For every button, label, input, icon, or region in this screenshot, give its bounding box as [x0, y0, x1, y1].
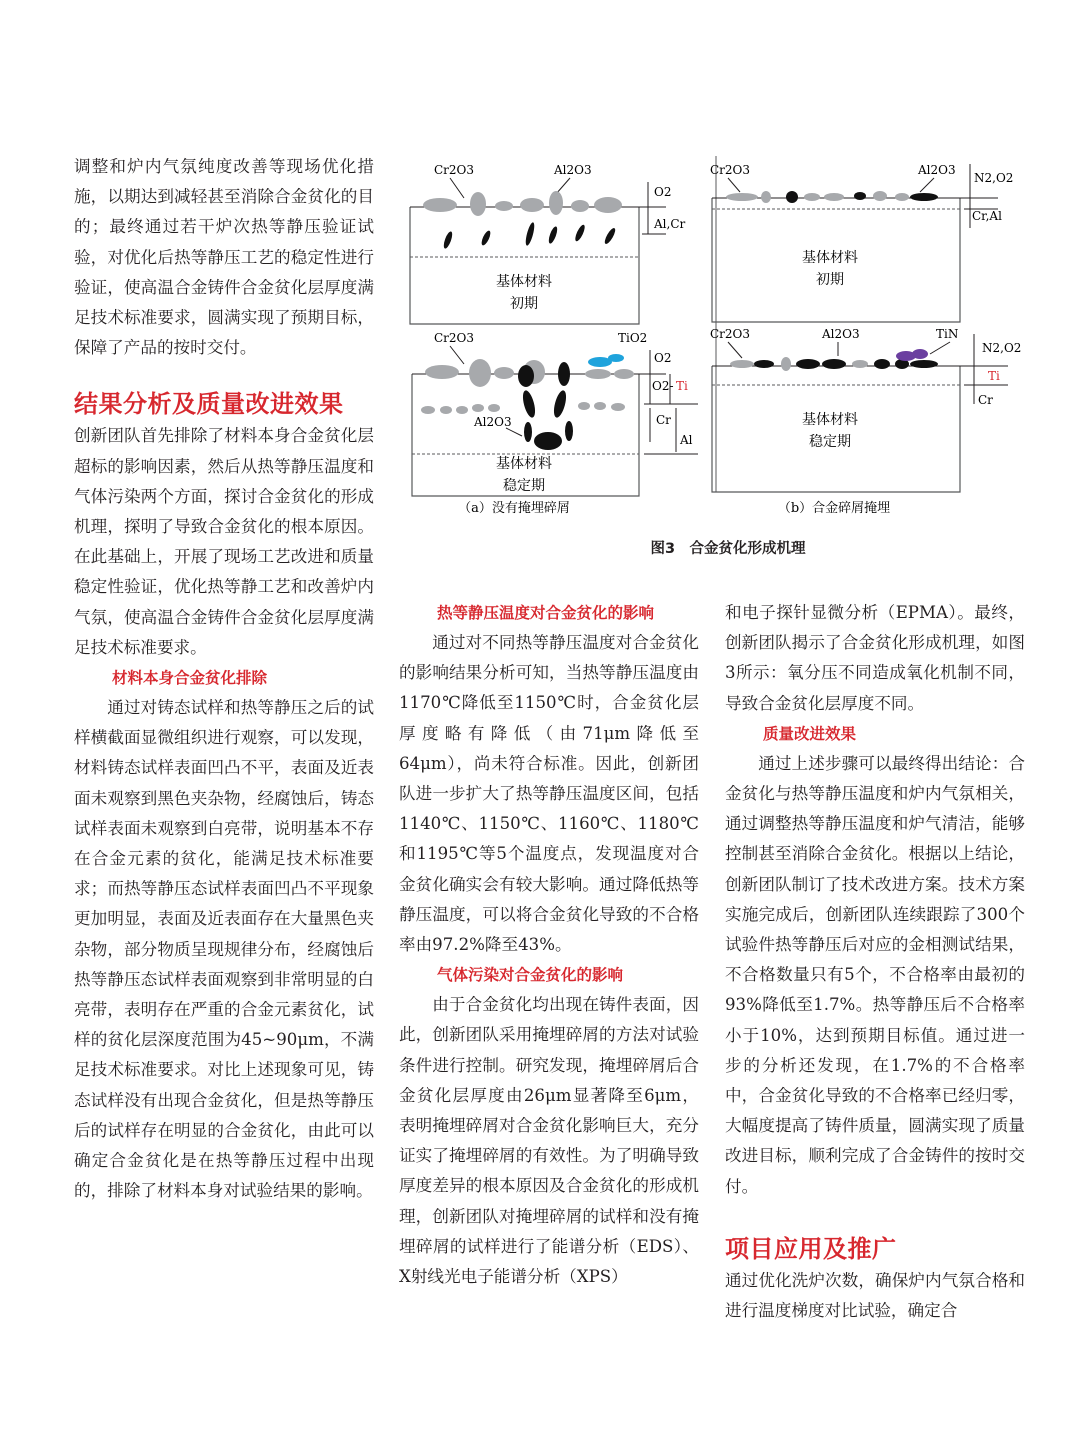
- figure-caption: 图3 合金贫化形成机理: [650, 541, 806, 557]
- gas-paragraph-continued: 和电子探针显微分析（EPMA）。最终，创新团队揭示了合金贫化形成机理，如图3所示：氧分压不同造成氧化机制不同，导致合金贫化层厚度不同。: [725, 603, 1025, 713]
- temperature-paragraph: 通过对不同热等静压温度对合金贫化的影响结果分析可知，当热等静压温度由1170℃降低至1150℃时，合金贫化层厚度略有降低（由71μm降低至64μm），尚未符合标准。因此，创新团队进一步扩大了热等静压温度区间，包括1140℃、1150℃、1160℃、1180℃和1195℃等5个温度点，发现温度对合金贫化确实会有较大影响。通过降低热等静压温度，可以将合金贫化导致的不合格率由97.2%降至43%。: [399, 633, 699, 955]
- panel-a2-cr-label: Cr: [656, 413, 671, 427]
- panel-b-stable: [710, 327, 1021, 516]
- panel-b2-cr2o3-label: Cr2O3: [710, 327, 751, 341]
- material-paragraph: 通过对铸态试样和热等静压之后的试样横截面显微组织进行观察，可以发现，材料铸态试样表面凹凸不平，表面及近表面未观察到黑色夹杂物，经腐蚀后，铸态试样表面未观察到白亮带，说明基本不存在合金元素的贫化，能满足技术标准要求；而热等静压态试样表面凹凸不平现象更加明显，表面及近表面存在大量黑色夹杂物，部分物质呈现规律分布，经腐蚀后热等静压态试样表面观察到非常明显的白亮带，表明存在严重的合金元素贫化，试样的贫化层深度范围为45~90μm，不满足技术标准要求。对比上述现象可见，铸态试样没有出现合金贫化，但是热等静压后的试样存在明显的合金贫化，由此可以确定合金贫化是在热等静压过程中出现的，排除了材料本身对试验结果的影响。: [74, 698, 374, 1201]
- panel-a1-o2-label: O2: [654, 185, 672, 199]
- quality-subheading: 质量改进效果: [763, 724, 857, 743]
- panel-b2-substrate-label: 基体材料: [802, 412, 858, 428]
- panel-a2-al2o3-label: Al2O3: [474, 415, 512, 429]
- panel-b1-cr2o3-label: Cr2O3: [710, 163, 751, 177]
- material-subheading: 材料本身合金贫化排除: [112, 669, 268, 688]
- panel-a2-cr2o3-label: Cr2O3: [434, 331, 475, 345]
- panel-b2-al2o3-label: Al2O3: [822, 327, 860, 341]
- panel-a2-o2-label: O2: [654, 351, 672, 365]
- panel-b1-al2o3-label: Al2O3: [918, 163, 956, 177]
- results-heading: 结果分析及质量改进效果: [74, 390, 344, 419]
- intro-paragraph: 调整和炉内气氛纯度改善等现场优化措施，以期达到减轻甚至消除合金贫化的目的；最终通过若干炉次热等静压验证试验，对优化后热等静压工艺的稳定性进行验证，使高温合金铸件合金贫化层厚度满足技术标准要求，圆满实现了预期目标，保障了产品的按时交付。: [74, 157, 374, 358]
- panel-a1-cr2o3-label: Cr2O3: [434, 163, 475, 177]
- column-left: [74, 152, 374, 1207]
- column-middle: [399, 598, 699, 1292]
- figure-3: [398, 152, 1038, 572]
- temperature-subheading: 热等静压温度对合金贫化的影响: [437, 604, 655, 622]
- panel-b-caption: （b）合金碎屑掩埋: [777, 501, 891, 516]
- panel-b2-tin-label: TiN: [936, 327, 959, 341]
- panel-b2-stable-label: 稳定期: [809, 434, 851, 450]
- gas-subheading: 气体污染对合金贫化的影响: [437, 966, 624, 985]
- results-paragraph: 创新团队首先排除了材料本身合金贫化层超标的影响因素，然后从热等静压温度和气体污染两个方面，探讨合金贫化的形成机理，探明了导致合金贫化的根本原因。在此基础上，开展了现场工艺改进和质量稳定性验证，优化热等静工艺和改善炉内气氛，使高温合金铸件合金贫化层厚度满足技术标准要求。: [74, 426, 374, 657]
- panel-a1-alcr-label: Al,Cr: [654, 217, 686, 231]
- panel-a2-stable-label: 稳定期: [503, 478, 545, 494]
- panel-a-caption: （a）没有掩埋碎屑: [458, 501, 570, 516]
- panel-a-initial: [410, 163, 686, 324]
- panel-b1-n2o2-label: N2,O2: [974, 171, 1014, 185]
- application-heading: 项目应用及推广: [725, 1234, 897, 1263]
- panel-a2-o2minus-label: O2-: [652, 379, 674, 393]
- panel-b2-cr-label: Cr: [978, 393, 993, 407]
- panel-b2-n2o2-label: N2,O2: [982, 341, 1022, 355]
- panel-b2-ti-label: Ti: [988, 369, 1000, 383]
- panel-a1-initial-label: 初期: [510, 296, 538, 312]
- panel-a2-al-label: Al: [680, 433, 693, 447]
- application-paragraph: 通过优化洗炉次数，确保炉内气氛合格和进行温度梯度对比试验，确定合: [725, 1270, 1025, 1321]
- gas-paragraph: 由于合金贫化均出现在铸件表面，因此，创新团队采用掩埋碎屑的方法对试验条件进行控制。研究发现，掩埋碎屑后合金贫化层厚度由26μm显著降至6μm，表明掩埋碎屑对合金贫化影响巨大，充分证实了掩埋碎屑的有效性。为了明确导致厚度差异的根本原因及合金贫化的形成机理，创新团队对掩埋碎屑的试样和没有掩埋碎屑的试样进行了能谱分析（EDS）、X射线光电子能谱分析（XPS）: [399, 995, 699, 1287]
- quality-paragraph: 通过上述步骤可以最终得出结论：合金贫化与热等静压温度和炉内气氛相关，通过调整热等静压温度和炉气清洁，能够控制甚至消除合金贫化。根据以上结论，创新团队制订了技术改进方案。技术方案实施完成后，创新团队连续跟踪了300个试验件热等静压后对应的金相测试结果，不合格数量只有5个，不合格率由最初的93%降低至1.7%。热等静压后不合格率小于10%，达到预期目标值。通过进一步的分析还发现，在1.7%的不合格率中，合金贫化导致的不合格率已经归零，大幅度提高了铸件质量，圆满实现了质量改进目标，顺利完成了合金铸件的按时交付。: [725, 753, 1025, 1196]
- panel-b1-cral-label: Cr,Al: [972, 209, 1002, 223]
- panel-a1-substrate-label: 基体材料: [496, 274, 552, 290]
- panel-a2-ti-label: Ti: [676, 379, 688, 393]
- panel-b1-initial-label: 初期: [816, 272, 844, 288]
- panel-a2-substrate-label: 基体材料: [496, 456, 552, 472]
- panel-b1-substrate-label: 基体材料: [802, 250, 858, 266]
- panel-b-initial: [710, 163, 1013, 322]
- panel-a2-tio2-label: TiO2: [618, 331, 648, 345]
- formation-mechanism-diagram: [398, 152, 1038, 522]
- panel-a1-al2o3-label: Al2O3: [554, 163, 592, 177]
- column-right: [725, 598, 1025, 1326]
- panel-a-stable: [412, 331, 698, 516]
